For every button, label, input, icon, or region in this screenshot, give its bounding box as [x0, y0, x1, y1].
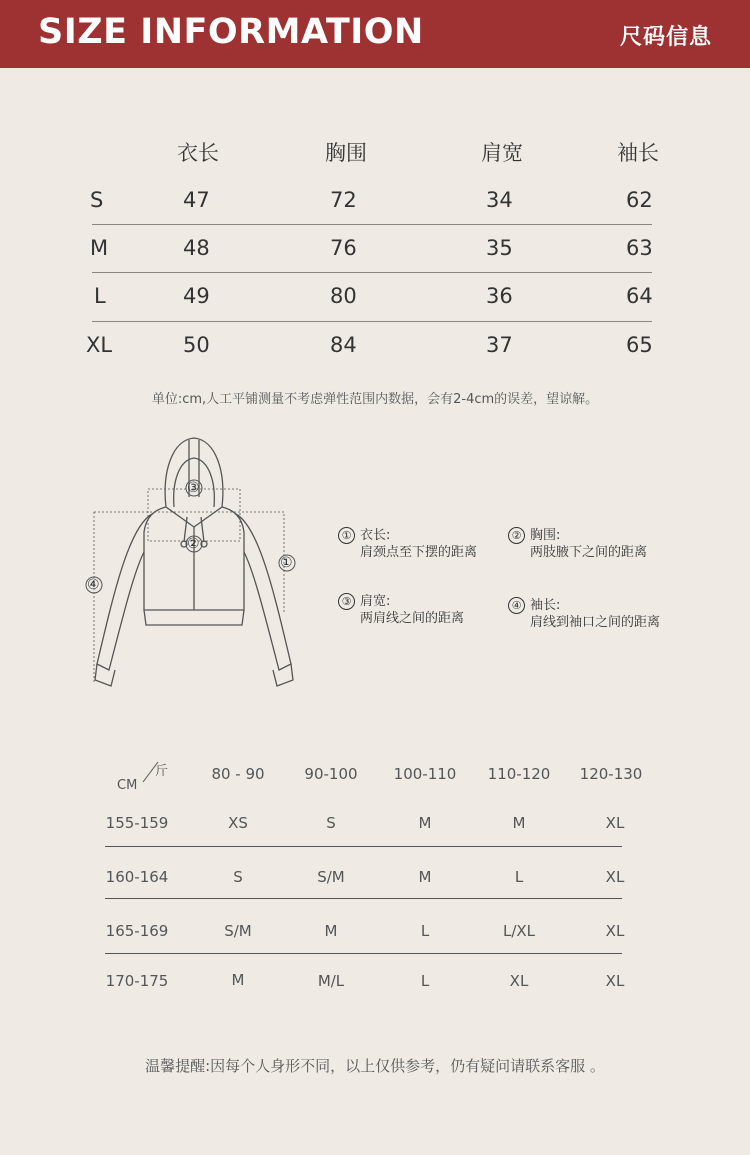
height-label: 170-175 — [105, 972, 169, 990]
table-cell: 80 — [330, 284, 357, 308]
table-cell: 62 — [626, 188, 653, 212]
table-cell: XL — [605, 972, 625, 990]
table-cell: 84 — [330, 333, 357, 357]
size-label: L — [94, 284, 106, 308]
page-subtitle: 尺码信息 — [619, 25, 712, 50]
table-cell: S/M — [224, 922, 252, 940]
measurement-note: 单位:cm,人工平铺测量不考虑弹性范围内数据，会有2-4cm的误差，望谅解。 — [151, 392, 599, 407]
table-cell: XS — [228, 814, 248, 832]
legend-description: 肩线到袖口之间的距离 — [530, 615, 661, 630]
table-cell: 35 — [486, 236, 513, 260]
table-cell: 48 — [183, 236, 210, 260]
marker-3: ③ — [187, 480, 200, 496]
weight-header: 120-130 — [579, 765, 643, 783]
footer-note: 温馨提醒:因每个人身形不同，以上仅供参考，仍有疑问请联系客服 。 — [145, 1057, 605, 1075]
table-cell: XL — [605, 922, 625, 940]
legend-title: 衣长: — [360, 528, 391, 543]
column-header-sleeve: 袖长 — [617, 141, 659, 165]
legend-number: ④ — [508, 597, 525, 614]
table-cell: 34 — [486, 188, 513, 212]
column-header-shoulder: 肩宽 — [481, 141, 523, 165]
marker-4: ④ — [87, 577, 100, 593]
legend-number: ① — [338, 527, 355, 544]
legend-title: 肩宽: — [360, 594, 391, 609]
table-cell: 37 — [486, 333, 513, 357]
legend-title: 胸围: — [530, 528, 561, 543]
row-divider — [105, 846, 622, 847]
marker-2: ② — [187, 536, 200, 552]
table-cell: S — [233, 868, 243, 886]
legend-number: ③ — [338, 593, 355, 610]
height-label: 160-164 — [105, 868, 169, 886]
size-label: XL — [86, 333, 113, 357]
size-label: S — [90, 188, 104, 212]
legend-title: 袖长: — [530, 598, 561, 613]
table-cell: M — [324, 922, 338, 940]
table-cell: XL — [509, 972, 529, 990]
table-cell: 65 — [626, 333, 653, 357]
legend-description: 肩颈点至下摆的距离 — [360, 545, 478, 560]
legend-number: ② — [508, 527, 525, 544]
table-cell: L — [514, 868, 524, 886]
table-cell: 63 — [626, 236, 653, 260]
height-label: 165-169 — [105, 922, 169, 940]
table-cell: S — [326, 814, 336, 832]
weight-header: 100-110 — [393, 765, 457, 783]
table-cell: XL — [605, 868, 625, 886]
table-cell: 76 — [330, 236, 357, 260]
marker-1: ① — [280, 555, 293, 571]
table-cell: S/M — [317, 868, 345, 886]
weight-header: 80 - 90 — [211, 765, 265, 783]
table-cell: M — [418, 814, 432, 832]
table-cell: 47 — [183, 188, 210, 212]
table-cell: 36 — [486, 284, 513, 308]
table-cell: L — [420, 922, 430, 940]
legend-description: 两肩线之间的距离 — [360, 611, 465, 626]
page-title: SIZE INFORMATION — [38, 12, 424, 52]
legend-description: 两肢腋下之间的距离 — [530, 545, 648, 560]
size-label: M — [90, 236, 109, 260]
table-cell: 64 — [626, 284, 653, 308]
column-header-chest: 胸围 — [325, 141, 367, 165]
table-cell: M — [512, 814, 526, 832]
row-divider — [105, 898, 622, 899]
table-cell: M — [418, 868, 432, 886]
table-cell: 50 — [183, 333, 210, 357]
column-header-length: 衣长 — [177, 141, 219, 165]
table-cell: L/XL — [502, 922, 536, 940]
weight-header: 90-100 — [304, 765, 358, 783]
row-divider — [105, 953, 622, 954]
table-cell: XL — [605, 814, 625, 832]
table-cell: M/L — [317, 972, 345, 990]
table-cell: L — [420, 972, 430, 990]
corner-weight-label: 斤 — [155, 764, 169, 779]
table-cell: 72 — [330, 188, 357, 212]
weight-header: 110-120 — [487, 765, 551, 783]
table-cell: 49 — [183, 284, 210, 308]
table-cell: M — [231, 971, 245, 989]
height-label: 155-159 — [105, 814, 169, 832]
corner-height-label: CM — [117, 778, 138, 793]
